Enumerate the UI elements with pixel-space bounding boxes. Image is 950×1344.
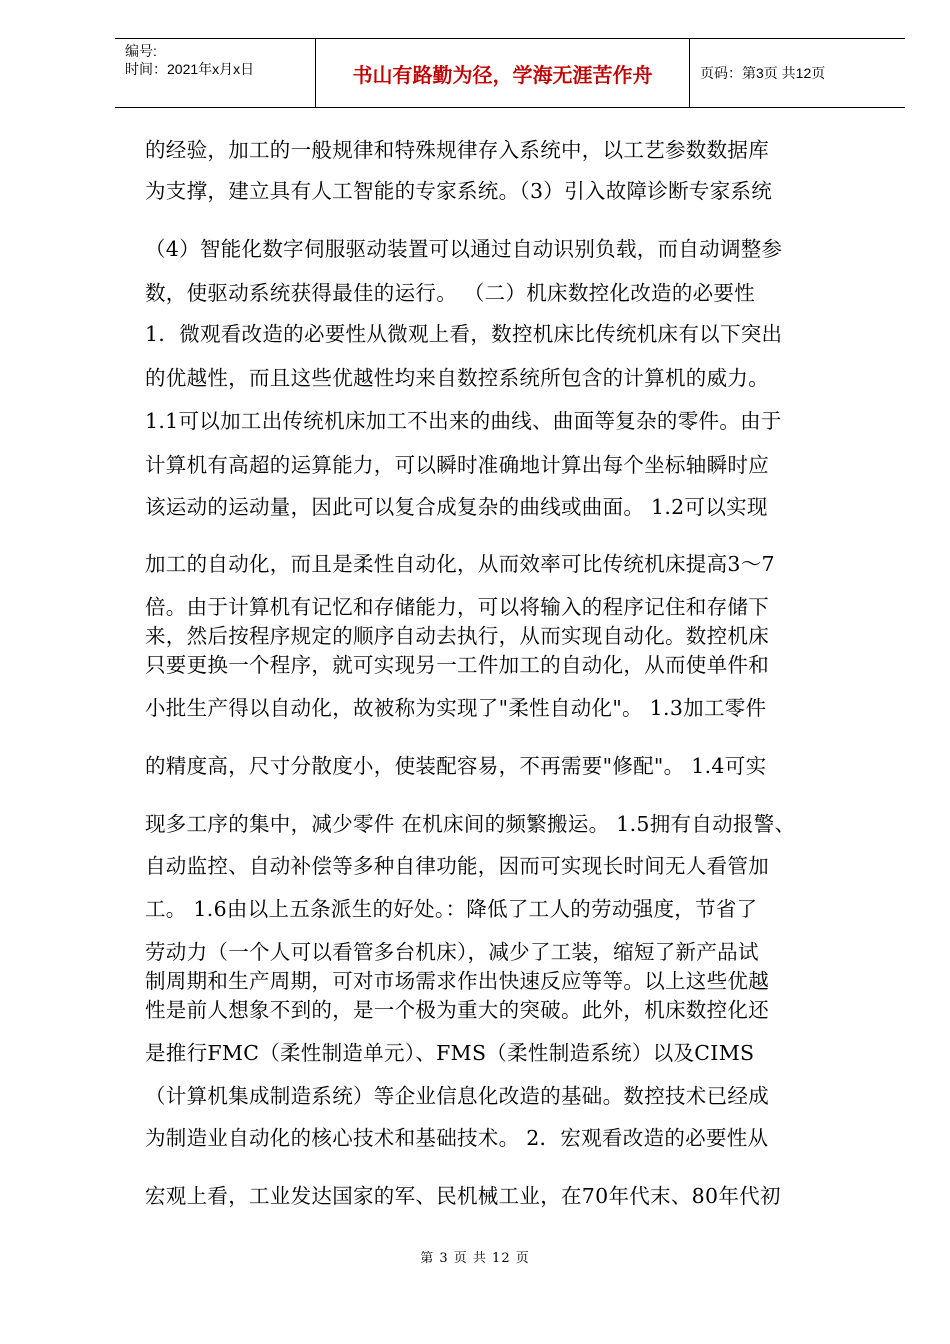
serial-label: 编号:	[125, 43, 157, 59]
page-header	[115, 38, 905, 108]
body-line: （4）智能化数字伺服驱动装置可以通过自动识别负载，而自动调整参	[145, 237, 783, 261]
body-line: 倍。由于计算机有记忆和存储能力，可以将输入的程序记住和存储下	[145, 595, 769, 619]
body-line: 性是前人想象不到的，是一个极为重大的突破。此外，机床数控化还	[145, 998, 769, 1022]
body-line: 为制造业自动化的核心技术和基础技术。 2．宏观看改造的必要性从	[145, 1126, 769, 1150]
body-line: 制周期和生产周期，可对市场需求作出快速反应等等。以上这些优越	[145, 969, 769, 993]
body-line: 为支撑，建立具有人工智能的专家系统。（3）引入故障诊断专家系统	[145, 179, 773, 203]
body-line: 工。 1.6由以上五条派生的好处。：降低了工人的劳动强度，节省了	[145, 897, 758, 921]
body-line: 的精度高，尺寸分散度小，使装配容易，不再需要"修配"。 1.4可实	[145, 754, 767, 778]
body-line: 现多工序的集中，减少零件 在机床间的频繁搬运。 1.5拥有自动报警、	[145, 812, 796, 836]
body-line: 加工的自动化，而且是柔性自动化，从而效率可比传统机床提高3～7	[145, 552, 775, 576]
body-line: 的经验，加工的一般规律和特殊规律存入系统中，以工艺参数数据库	[145, 138, 769, 162]
header-page-info: 页码：第3页 共12页	[700, 65, 826, 81]
body-line: 该运动的运动量，因此可以复合成复杂的曲线或曲面。 1.2可以实现	[145, 495, 768, 519]
body-line: 1．微观看改造的必要性从微观上看，数控机床比传统机床有以下突出	[145, 322, 783, 346]
body-line: 小批生产得以自动化，故被称为实现了"柔性自动化"。 1.3加工零件	[145, 696, 767, 720]
body-line: 1.1可以加工出传统机床加工不出来的曲线、曲面等复杂的零件。由于	[145, 409, 782, 433]
body-line: 自动监控、自动补偿等多种自律功能，因而可实现长时间无人看管加	[145, 854, 769, 878]
header-meta	[125, 42, 311, 78]
page-footer: 第 3 页 共 12 页	[420, 1251, 530, 1266]
body-line: 来，然后按程序规定的顺序自动去执行，从而实现自动化。数控机床	[145, 624, 769, 648]
body-line: （计算机集成制造系统）等企业信息化改造的基础。数控技术已经成	[145, 1084, 769, 1108]
body-line: 计算机有高超的运算能力，可以瞬时准确地计算出每个坐标轴瞬时应	[145, 453, 769, 477]
time-label: 时间：2021年x月x日	[125, 61, 255, 77]
body-line: 的优越性，而且这些优越性均来自数控系统所包含的计算机的威力。	[145, 366, 769, 390]
body-line: 数，使驱动系统获得最佳的运行。 （二）机床数控化改造的必要性	[145, 281, 756, 305]
body-line: 只要更换一个程序，就可实现另一工件加工的自动化，从而使单件和	[145, 653, 769, 677]
body-line: 宏观上看，工业发达国家的军、民机械工业，在70年代末、80年代初	[145, 1184, 781, 1208]
body-line: 劳动力（一个人可以看管多台机床），减少了工装，缩短了新产品试	[145, 940, 759, 964]
header-motto: 书山有路勤为径，学海无涯苦作舟	[352, 62, 653, 87]
body-line: 是推行FMC（柔性制造单元）、FMS（柔性制造系统）以及CIMS	[145, 1041, 755, 1065]
